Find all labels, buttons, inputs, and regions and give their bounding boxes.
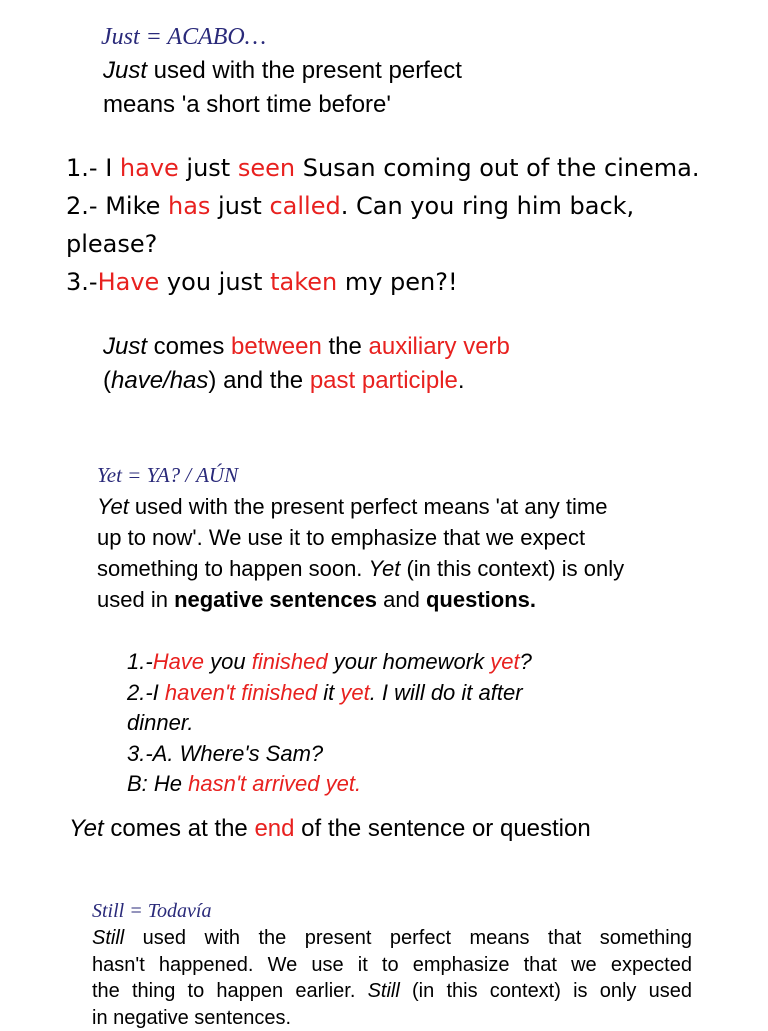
just-intro-line-1 xyxy=(103,54,462,88)
body-bold: questions. xyxy=(426,587,536,612)
still-body-line-2: hasn't happened. We use it to emphasize that we expected xyxy=(92,952,692,979)
example-keyword: yet xyxy=(490,649,519,674)
example-text: just xyxy=(210,192,269,220)
rule-text: ( xyxy=(103,367,111,394)
rule-keyword: auxiliary verb xyxy=(369,333,510,360)
yet-body xyxy=(97,491,624,615)
example-text: 3.- xyxy=(66,268,98,296)
yet-example-2 xyxy=(127,678,532,709)
yet-body-line-2: up to now'. We use it to emphasize that we expect xyxy=(97,522,624,553)
example-text: 2.-I xyxy=(127,680,165,705)
rule-text: the xyxy=(322,333,369,360)
example-text: . Can you ring him back, xyxy=(341,192,634,220)
example-text: . I will do it after xyxy=(370,680,523,705)
still-body-line-1 xyxy=(92,925,692,952)
rule-italic: have/has xyxy=(111,367,208,394)
just-example-2-cont: please? xyxy=(66,225,700,263)
just-intro-line-2: means 'a short time before' xyxy=(103,88,462,122)
yet-word: Yet xyxy=(97,494,129,519)
body-text: used with the present perfect means that something xyxy=(124,927,692,949)
rule-keyword: between xyxy=(231,333,322,360)
body-text: used in xyxy=(97,587,174,612)
example-keyword: Have xyxy=(153,649,204,674)
participle-word: called xyxy=(269,192,340,220)
still-word: Still xyxy=(368,980,400,1002)
example-text: 2.- Mike xyxy=(66,192,168,220)
example-text: ? xyxy=(520,649,532,674)
rule-text: comes xyxy=(147,333,231,360)
just-word: Just xyxy=(103,57,147,84)
yet-example-1 xyxy=(127,647,532,678)
example-text: Susan coming out of the cinema. xyxy=(295,154,699,182)
just-rule-line-2 xyxy=(103,364,510,398)
still-word: Still xyxy=(92,927,124,949)
participle-word: seen xyxy=(238,154,295,182)
just-example-3 xyxy=(66,263,700,301)
yet-rule xyxy=(69,812,591,846)
yet-example-3: 3.-A. Where's Sam? xyxy=(127,739,532,770)
just-rule-line-1 xyxy=(103,330,510,364)
yet-heading: Yet = YA? / AÚN xyxy=(97,462,238,488)
yet-example-3-answer xyxy=(127,769,532,800)
example-text: just xyxy=(179,154,238,182)
still-body xyxy=(92,925,692,1031)
just-example-1 xyxy=(66,149,700,187)
body-text: something to happen soon. xyxy=(97,556,369,581)
just-heading: Just = ACABO… xyxy=(101,22,266,52)
rule-text: . xyxy=(458,367,465,394)
just-rule xyxy=(103,330,510,398)
yet-body-line-4 xyxy=(97,584,624,615)
body-bold: negative sentences xyxy=(174,587,377,612)
body-text: the thing to happen earlier. xyxy=(92,980,368,1002)
example-keyword: finished xyxy=(252,649,328,674)
still-body-line-4: in negative sentences. xyxy=(92,1005,692,1031)
example-keyword: haven't finished xyxy=(165,680,317,705)
auxiliary-word: have xyxy=(120,154,179,182)
rule-keyword: end xyxy=(254,815,294,842)
rule-text: comes at the xyxy=(104,815,255,842)
yet-word: Yet xyxy=(69,815,104,842)
participle-word: taken xyxy=(270,268,337,296)
body-text: and xyxy=(377,587,426,612)
yet-example-2-cont: dinner. xyxy=(127,708,532,739)
body-text: (in this context) is only used xyxy=(400,980,692,1002)
yet-body-line-3 xyxy=(97,553,624,584)
yet-examples xyxy=(127,647,532,800)
example-text: you xyxy=(204,649,252,674)
example-text: B: He xyxy=(127,771,188,796)
example-text: your homework xyxy=(328,649,491,674)
rule-text: ) and the xyxy=(208,367,309,394)
body-text: used with the present perfect means 'at any time xyxy=(129,494,608,519)
still-body-line-3 xyxy=(92,978,692,1005)
example-keyword: hasn't arrived yet. xyxy=(188,771,361,796)
body-text: (in this context) is only xyxy=(400,556,624,581)
rule-keyword: past participle xyxy=(310,367,458,394)
yet-word: Yet xyxy=(369,556,401,581)
example-text: 1.- I xyxy=(66,154,120,182)
auxiliary-word: Have xyxy=(98,268,160,296)
example-text: it xyxy=(317,680,340,705)
rule-text: of the sentence or question xyxy=(295,815,591,842)
example-text: my pen?! xyxy=(337,268,457,296)
just-example-2 xyxy=(66,187,700,225)
just-word: Just xyxy=(103,333,147,360)
still-heading: Still = Todavía xyxy=(92,898,211,924)
just-intro-text: used with the present perfect xyxy=(147,57,462,84)
example-keyword: yet xyxy=(340,680,369,705)
just-intro xyxy=(103,54,462,122)
yet-body-line-1 xyxy=(97,491,624,522)
example-text: you just xyxy=(159,268,270,296)
just-examples xyxy=(66,149,700,301)
example-text: 1.- xyxy=(127,649,153,674)
auxiliary-word: has xyxy=(168,192,210,220)
